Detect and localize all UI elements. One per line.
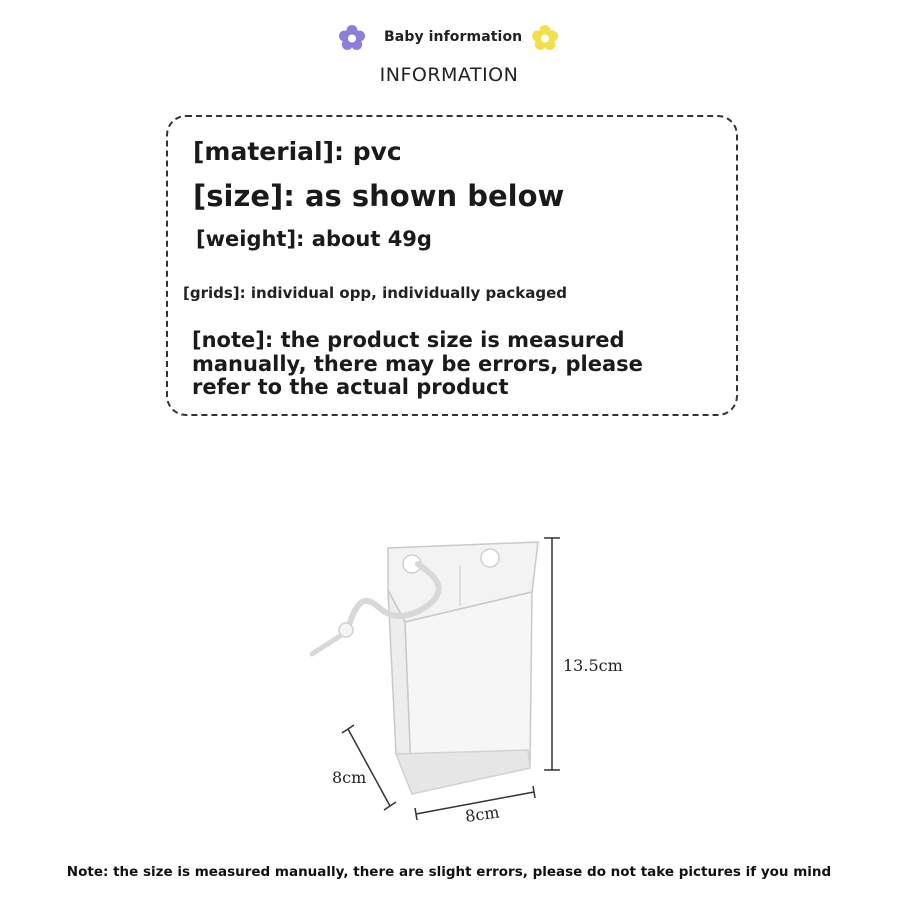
dimension-depth-label: 8cm bbox=[332, 768, 367, 787]
spec-weight: [weight]: about 49g bbox=[196, 227, 432, 251]
yellow-flower-icon bbox=[531, 24, 559, 52]
spec-box bbox=[166, 115, 738, 416]
header-title: Baby information bbox=[384, 29, 523, 45]
spec-grids: [grids]: individual opp, individually packaged bbox=[183, 284, 568, 302]
section-title: INFORMATION bbox=[379, 64, 519, 86]
purple-flower-icon bbox=[338, 24, 366, 52]
spec-note: [note]: the product size is measured manually, there may be errors, please refer to the actual product bbox=[192, 328, 643, 399]
header bbox=[0, 22, 898, 54]
spec-size: [size]: as shown below bbox=[193, 179, 565, 213]
dimension-height-label: 13.5cm bbox=[563, 656, 623, 675]
product-illustration bbox=[300, 530, 640, 830]
dimension-width-label: 8cm bbox=[463, 802, 501, 826]
product-box bbox=[388, 542, 538, 794]
footer-note: Note: the size is measured manually, there are slight errors, please do not take pictures if you mind bbox=[66, 864, 832, 880]
spec-material: [material]: pvc bbox=[193, 137, 402, 166]
